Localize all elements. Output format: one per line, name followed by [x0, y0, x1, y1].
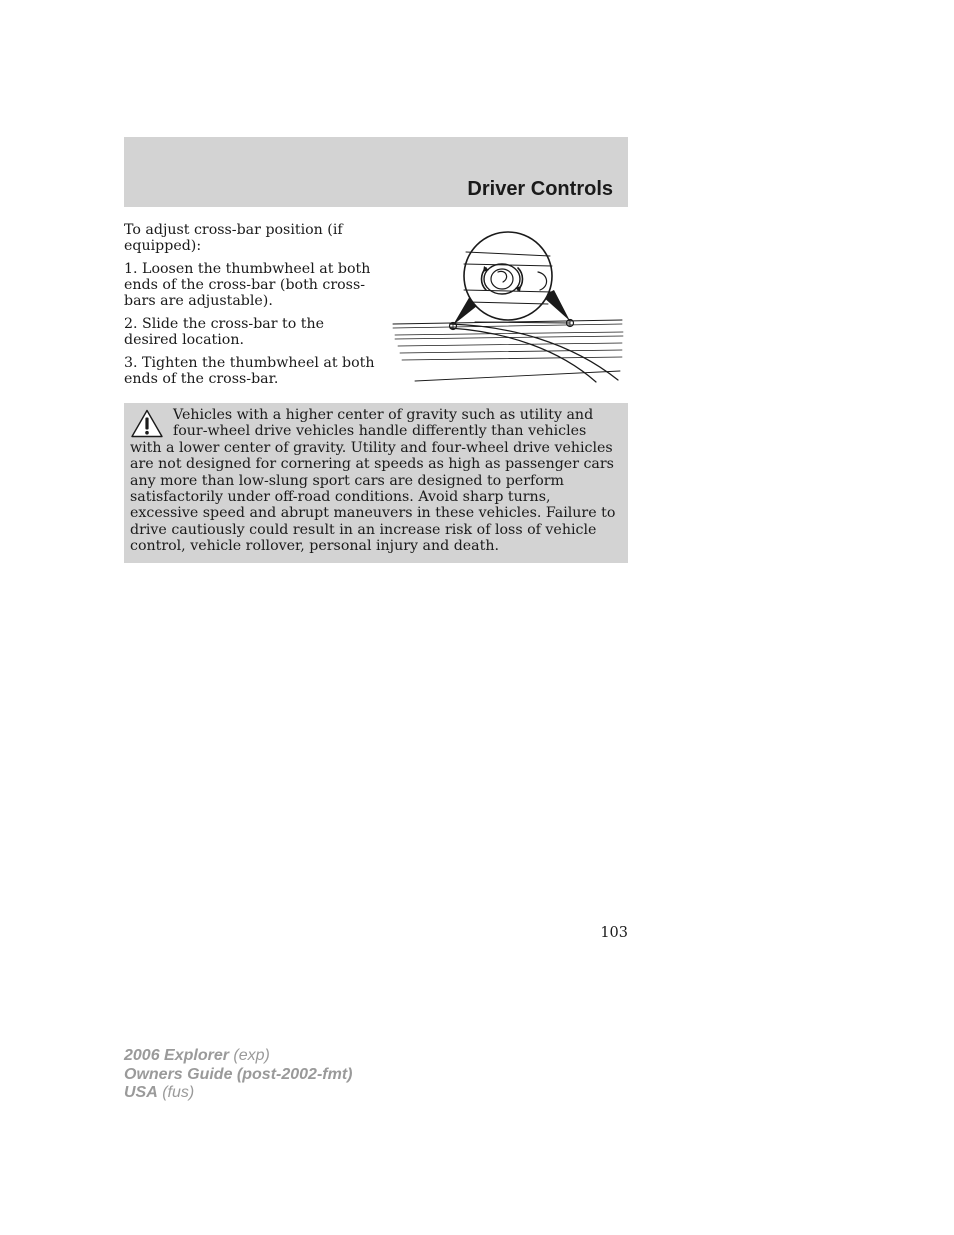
page-number: 103 — [600, 925, 628, 941]
footer-line-2 — [124, 1066, 352, 1085]
instruction-step-1: 1. Loosen the thumbwheel at both ends of the cross-bar (both cross-bars are adjustable). — [124, 261, 371, 309]
instructions-block — [124, 222, 379, 394]
instructions-intro: To adjust cross-bar position (if equipped): — [124, 222, 343, 254]
roof-rack-thumbwheel-diagram — [390, 222, 628, 388]
footer-model: 2006 Explorer — [124, 1047, 229, 1064]
document-footer — [124, 1047, 352, 1103]
warning-box — [124, 403, 628, 563]
footer-line-3 — [124, 1084, 352, 1103]
warning-body: Vehicles with a higher center of gravity such as utility and four-wheel drive vehicles handle differently than vehicles with a lower center of gravity. Utility and four-wheel drive vehicles are not designed for cornering at speeds as high as passenger cars any more than low-slung sport cars are designed to perform satisfactorily under off-road conditions. Avoid sharp turns, excessive speed and abrupt maneuvers in these vehicles. Failure to drive cautiously could result in an increase risk of loss of vehicle control, vehicle rollover, personal injury and death. — [130, 407, 616, 555]
instruction-step-2: 2. Slide the cross-bar to the desired location. — [124, 316, 325, 348]
section-title: Driver Controls — [467, 178, 613, 200]
footer-market-code: (fus) — [157, 1084, 195, 1101]
instruction-step-3: 3. Tighten the thumbwheel at both ends of the cross-bar. — [124, 355, 375, 387]
footer-model-code: (exp) — [228, 1047, 270, 1064]
warning-text — [130, 407, 620, 555]
footer-line-1 — [124, 1047, 352, 1066]
section-header-band — [124, 137, 628, 207]
footer-guide: Owners Guide (post-2002-fmt) — [124, 1065, 353, 1083]
footer-market: USA — [124, 1084, 158, 1101]
